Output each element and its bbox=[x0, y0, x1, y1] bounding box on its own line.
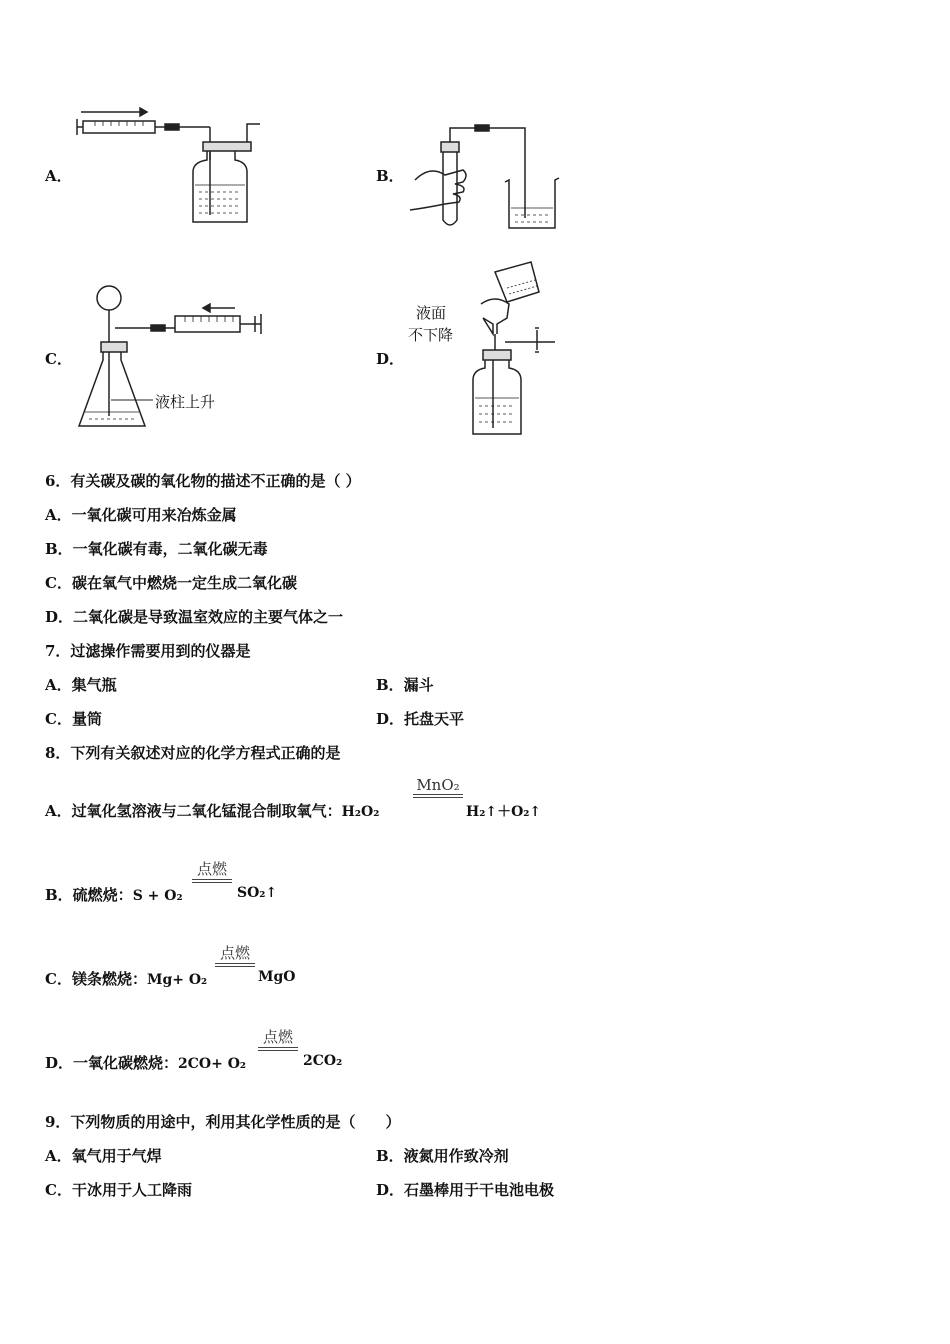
q8-option-a-rhs: H₂↑＋O₂↑ bbox=[466, 804, 542, 820]
q8-option-d-condition bbox=[258, 1026, 298, 1051]
q8-option-b-rhs: SO₂↑ bbox=[237, 885, 278, 901]
q6-option-a: A．一氧化碳可用来冶炼金属 bbox=[45, 506, 237, 524]
q8-option-d-text: D．一氧化碳燃烧： bbox=[45, 1054, 179, 1072]
q7-option-a: A．集气瓶 bbox=[45, 676, 117, 694]
q6-option-c: C．碳在氧气中燃烧一定生成二氧化碳 bbox=[45, 574, 297, 592]
figure-a-label: A． bbox=[45, 167, 72, 185]
figure-b-label: B． bbox=[376, 167, 404, 185]
q8-option-b-condition bbox=[192, 858, 232, 883]
q8-option-d-condition-text: 点燃 bbox=[262, 1028, 293, 1046]
q8-option-a-lhs: H₂O₂ bbox=[341, 804, 380, 820]
q8-option-a-equals-sign bbox=[413, 794, 463, 798]
figure-a-apparatus bbox=[75, 100, 265, 230]
q6-stem: 6．有关碳及碳的氧化物的描述不正确的是（ ） bbox=[45, 472, 361, 490]
q9-stem: 9．下列物质的用途中，利用其化学性质的是（ ） bbox=[45, 1113, 401, 1131]
q8-stem: 8．下列有关叙述对应的化学方程式正确的是 bbox=[45, 744, 341, 762]
q8-option-c-lhs: Mg+ O₂ bbox=[146, 972, 208, 988]
q9-option-c: C．干冰用于人工降雨 bbox=[45, 1181, 192, 1199]
q9-option-b: B．液氮用作致冷剂 bbox=[376, 1147, 509, 1165]
q8-option-c-rhs: MgO bbox=[258, 969, 296, 985]
figure-c-annotation: 液柱上升 bbox=[155, 393, 216, 411]
figure-d-annotation-line1: 液面 bbox=[416, 304, 447, 322]
q8-option-a-condition-text: MnO₂ bbox=[416, 776, 460, 794]
figure-d-apparatus bbox=[465, 258, 560, 438]
q6-option-d: D．二氧化碳是导致温室效应的主要气体之一 bbox=[45, 608, 344, 626]
figure-c-label: C． bbox=[45, 350, 72, 368]
q9-option-d: D．石墨棒用于干电池电极 bbox=[376, 1181, 555, 1199]
q8-option-c-condition-text: 点燃 bbox=[219, 944, 250, 962]
q7-option-b: B．漏斗 bbox=[376, 676, 434, 694]
q8-option-b-condition-text: 点燃 bbox=[196, 860, 227, 878]
q8-option-d bbox=[45, 1052, 246, 1073]
q8-option-c-equals-sign bbox=[215, 963, 255, 967]
figure-b-apparatus bbox=[405, 120, 565, 235]
figure-d-label: D． bbox=[376, 350, 405, 368]
q8-option-b-equals-sign bbox=[192, 879, 232, 883]
q8-option-c-text: C．镁条燃烧： bbox=[45, 970, 147, 988]
q8-option-a bbox=[45, 800, 379, 821]
q8-option-d-lhs: 2CO+ O₂ bbox=[178, 1056, 247, 1072]
q7-option-c: C．量筒 bbox=[45, 710, 102, 728]
q8-option-d-rhs: 2CO₂ bbox=[303, 1053, 343, 1069]
q8-option-b-lhs: S + O₂ bbox=[132, 888, 183, 904]
q9-option-a: A．氧气用于气焊 bbox=[45, 1147, 162, 1165]
q7-stem: 7．过滤操作需要用到的仪器是 bbox=[45, 642, 251, 660]
q7-option-d: D．托盘天平 bbox=[376, 710, 465, 728]
figure-d-annotation-line2: 不下降 bbox=[408, 326, 454, 344]
q8-option-b bbox=[45, 884, 183, 905]
q8-option-c bbox=[45, 968, 207, 989]
q8-option-d-equals-sign bbox=[258, 1047, 298, 1051]
q8-option-a-condition bbox=[413, 776, 463, 798]
q6-option-b: B．一氧化碳有毒，二氧化碳无毒 bbox=[45, 540, 268, 558]
q8-option-a-text: A．过氧化氢溶液与二氧化锰混合制取氧气： bbox=[45, 802, 342, 820]
q8-option-b-text: B．硫燃烧： bbox=[45, 886, 133, 904]
q8-option-c-condition bbox=[215, 942, 255, 967]
